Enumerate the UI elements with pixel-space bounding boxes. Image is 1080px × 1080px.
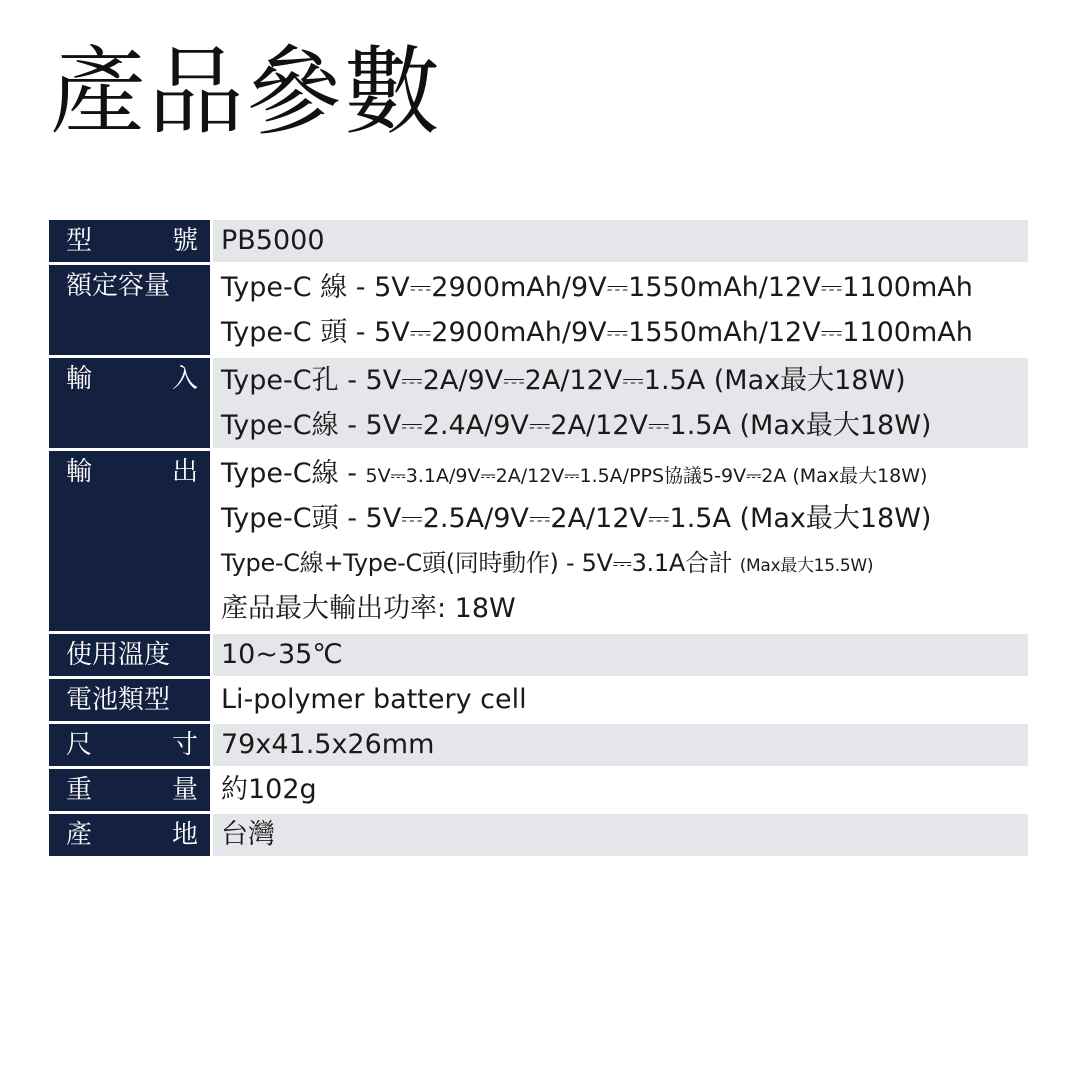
spec-line: Li-polymer battery cell xyxy=(221,684,527,715)
spec-label-battery: 電池類型 xyxy=(49,679,210,721)
spec-table xyxy=(49,220,1028,859)
spec-label-model: 型 號 xyxy=(49,220,210,262)
spec-line: Type-C頭 - 5V⎓2.5A/9V⎓2A/12V⎓1.5A (Max最大18W) xyxy=(221,503,932,534)
spec-row-output xyxy=(49,451,1028,631)
spec-label-capacity: 額定容量 xyxy=(49,265,210,355)
spec-row-battery xyxy=(49,679,1028,721)
spec-value-output xyxy=(213,451,1028,631)
spec-row-capacity xyxy=(49,265,1028,355)
spec-line: 約102g xyxy=(221,774,317,805)
spec-row-size xyxy=(49,724,1028,766)
spec-row-temperature xyxy=(49,634,1028,676)
spec-label-size: 尺 寸 xyxy=(49,724,210,766)
page-title: 產品參數 xyxy=(50,36,442,148)
spec-value-capacity xyxy=(213,265,1028,355)
spec-line: 產品最大輸出功率: 18W xyxy=(221,593,516,624)
spec-line: Type-C線 - 5V⎓2.4A/9V⎓2A/12V⎓1.5A (Max最大18W) xyxy=(221,410,932,441)
spec-line: Type-C 線 - 5V⎓2900mAh/9V⎓1550mAh/12V⎓1100mAh xyxy=(221,272,973,303)
spec-label-output: 輸 出 xyxy=(49,451,210,631)
spec-value-temperature xyxy=(213,634,1028,676)
spec-value-size xyxy=(213,724,1028,766)
spec-row-origin xyxy=(49,814,1028,856)
spec-line: Type-C 頭 - 5V⎓2900mAh/9V⎓1550mAh/12V⎓1100mAh xyxy=(221,317,973,348)
spec-line: Type-C線+Type-C頭(同時動作) - 5V⎓3.1A合計 (Max最大15.5W) xyxy=(221,549,874,577)
spec-row-weight xyxy=(49,769,1028,811)
spec-line: Type-C孔 - 5V⎓2A/9V⎓2A/12V⎓1.5A (Max最大18W) xyxy=(221,365,906,396)
spec-value-weight xyxy=(213,769,1028,811)
spec-line: 台灣 xyxy=(221,819,275,850)
spec-line: 79x41.5x26mm xyxy=(221,729,435,760)
spec-value-battery xyxy=(213,679,1028,721)
spec-line: Type-C線 - 5V⎓3.1A/9V⎓2A/12V⎓1.5A/PPS協議5-9V⎓2A (Max最大18W) xyxy=(221,458,928,489)
spec-value-origin xyxy=(213,814,1028,856)
spec-label-input: 輸 入 xyxy=(49,358,210,448)
spec-line: PB5000 xyxy=(221,225,325,256)
spec-label-weight: 重 量 xyxy=(49,769,210,811)
spec-label-temperature: 使用溫度 xyxy=(49,634,210,676)
spec-value-input xyxy=(213,358,1028,448)
spec-row-input xyxy=(49,358,1028,448)
spec-line: 10~35℃ xyxy=(221,639,343,670)
spec-row-model xyxy=(49,220,1028,262)
spec-value-model xyxy=(213,220,1028,262)
spec-label-origin: 產 地 xyxy=(49,814,210,856)
